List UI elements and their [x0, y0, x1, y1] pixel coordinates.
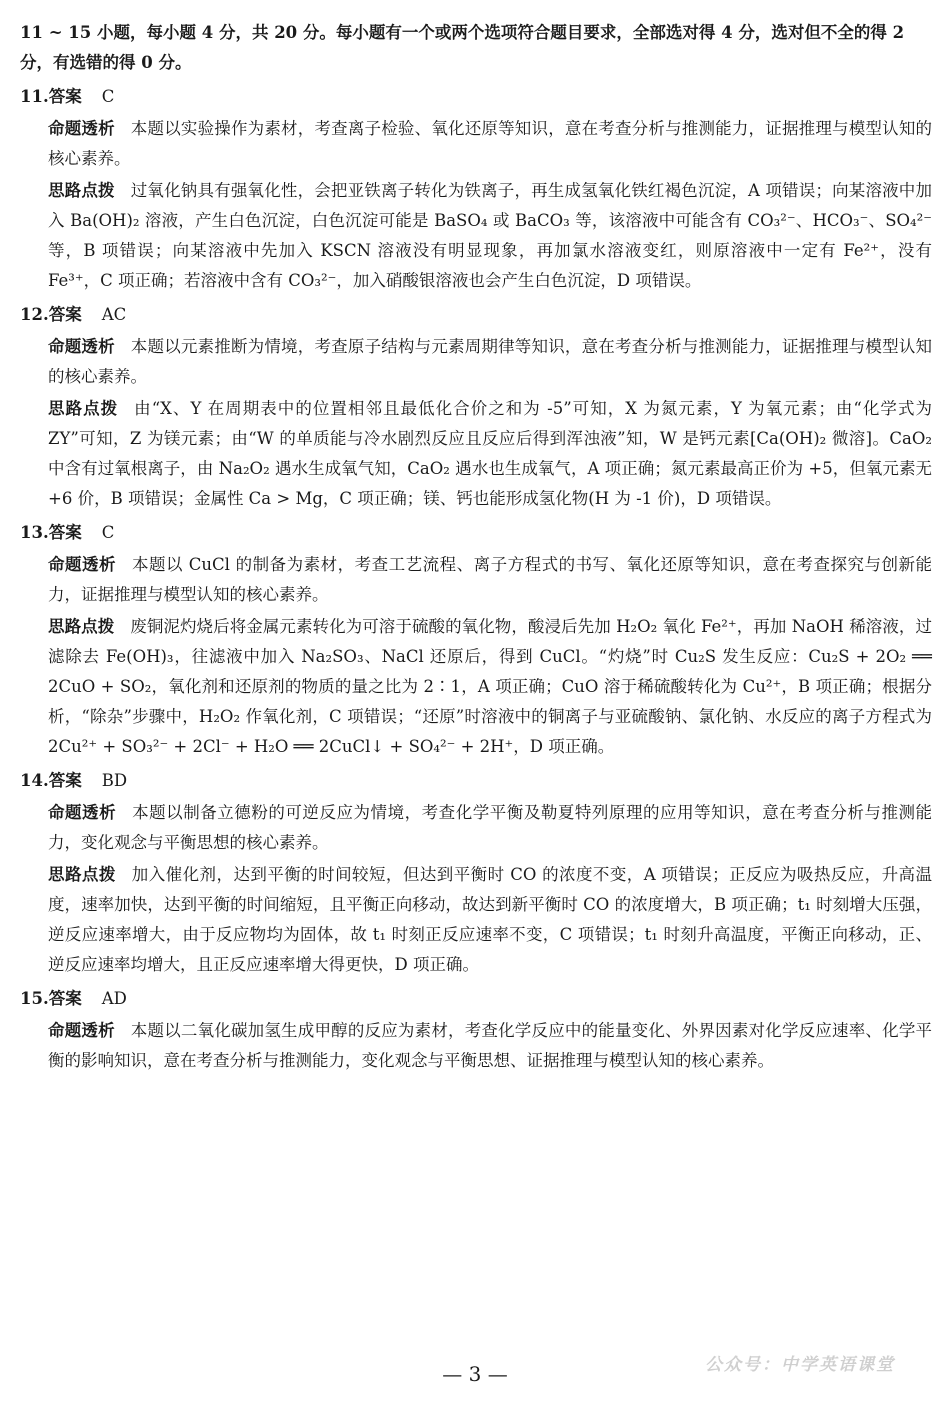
answer-label: 答案 [48, 989, 82, 1008]
hint-text: 由“X、Y 在周期表中的位置相邻且最低化合价之和为 -5”可知，X 为氮元素，Y 为氧元素；由“化学式为 ZY”可知，Z 为镁元素；由“W 的单质能与冷水剧烈反应且反应后得到浑浊液”知，W 是钙元素[Ca(OH)₂ 微溶]。CaO₂ 中含有过氧根离子，由 Na₂O₂ 遇水生成氧气知，CaO₂ 遇水也生成氧气，A 项正确；氮元素最高正价为 +5，但氧元素无 +6 价，B 项错误；金属性 Ca > Mg，C 项正确；镁、钙也能形成氢化物(H 为 -1 价)，D 项错误。 [48, 399, 933, 508]
hint-label: 思路点拨 [48, 181, 115, 200]
answer-label: 答案 [48, 87, 82, 106]
page-number: — 3 — [442, 1362, 508, 1386]
question-list [20, 82, 932, 1076]
hint-paragraph [48, 612, 932, 762]
intent-label: 命题透析 [48, 555, 116, 574]
hint-paragraph [48, 860, 932, 980]
hint-text: 废铜泥灼烧后将金属元素转化为可溶于硫酸的氧化物，酸浸后先加 H₂O₂ 氧化 Fe²⁺，再加 NaOH 稀溶液，过滤除去 Fe(OH)₃，往滤液中加入 Na₂SO₃、NaCl 还原后，得到 CuCl。“灼烧”时 Cu₂S 发生反应：Cu₂S + 2O₂ ══ 2CuO + SO₂，氧化剂和还原剂的物质的量之比为 2∶1，A 项正确；CuO 溶于稀硫酸转化为 Cu²⁺，B 项正确；根据分析，“除杂”步骤中，H₂O₂ 作氧化剂，C 项错误；“还原”时溶液中的铜离子与亚硫酸钠、氯化钠、水反应的离子方程式为 2Cu²⁺ + SO₃²⁻ + 2Cl⁻ + H₂O ══ 2CuCl↓ + SO₄²⁻ + 2H⁺，D 项正确。 [48, 617, 932, 756]
answer-line [20, 82, 932, 112]
question-number: 12. [20, 305, 49, 324]
answer-line [20, 518, 932, 548]
intent-paragraph [48, 114, 932, 174]
hint-text: 加入催化剂，达到平衡的时间较短，但达到平衡时 CO 的浓度不变，A 项错误；正反应为吸热反应，升高温度，速率加快，达到平衡的时间缩短，且平衡正向移动，故达到新平衡时 CO 的浓度增大，B 项正确；t₁ 时刻增大压强，逆反应速率增大，由于反应物均为固体，故 t₁ 时刻正反应速率不变，C 项错误；t₁ 时刻升高温度，平衡正向移动，正、逆反应速率均增大，且正反应速率增大得更快，D 项正确。 [48, 865, 932, 974]
answer-value: C [101, 87, 115, 106]
question-block [20, 300, 932, 514]
answer-value: C [101, 523, 115, 542]
question-number: 11. [20, 87, 49, 106]
answer-line [20, 766, 932, 796]
intent-text: 本题以 CuCl 的制备为素材，考查工艺流程、离子方程式的书写、氧化还原等知识，意在考查探究与创新能力，证据推理与模型认知的核心素养。 [48, 555, 932, 604]
answer-label: 答案 [48, 771, 82, 790]
question-block [20, 766, 932, 980]
answer-value: AC [101, 305, 127, 324]
intent-label: 命题透析 [48, 803, 117, 822]
intent-text: 本题以制备立德粉的可逆反应为情境，考查化学平衡及勒夏特列原理的应用等知识，意在考查分析与推测能力，变化观念与平衡思想的核心素养。 [48, 803, 933, 852]
hint-paragraph [48, 176, 932, 296]
intent-text: 本题以二氧化碳加氢生成甲醇的反应为素材，考查化学反应中的能量变化、外界因素对化学反应速率、化学平衡的影响知识，意在考查分析与推测能力，变化观念与平衡思想、证据推理与模型认知的核心素养。 [48, 1021, 933, 1070]
hint-label: 思路点拨 [48, 399, 119, 418]
intent-paragraph [48, 798, 932, 858]
hint-label: 思路点拨 [48, 617, 115, 636]
intent-label: 命题透析 [48, 337, 115, 356]
question-block [20, 82, 932, 296]
hint-label: 思路点拨 [48, 865, 116, 884]
intent-paragraph [48, 550, 932, 610]
question-block [20, 984, 932, 1076]
intent-paragraph [48, 332, 932, 392]
answer-label: 答案 [48, 305, 82, 324]
question-number: 13. [20, 523, 49, 542]
answer-line [20, 300, 932, 330]
hint-paragraph [48, 394, 932, 514]
answer-value: AD [101, 989, 127, 1008]
watermark-text: 公众号：中学英语课堂 [705, 1355, 895, 1375]
intent-label: 命题透析 [48, 119, 115, 138]
question-block [20, 518, 932, 762]
section-intro: 11 ~ 15 小题，每小题 4 分，共 20 分。每小题有一个或两个选项符合题目要求，全部选对得 4 分，选对但不全的得 2 分，有选错的得 0 分。 [20, 23, 905, 72]
answer-value: BD [101, 771, 128, 790]
answer-key-page [20, 18, 932, 1076]
intent-text: 本题以元素推断为情境，考查原子结构与元素周期律等知识，意在考查分析与推测能力，证据推理与模型认知的核心素养。 [48, 337, 933, 386]
hint-text: 过氧化钠具有强氧化性，会把亚铁离子转化为铁离子，再生成氢氧化铁红褐色沉淀，A 项错误；向某溶液中加入 Ba(OH)₂ 溶液，产生白色沉淀，白色沉淀可能是 BaSO₄ 或 BaCO₃ 等，该溶液中可能含有 CO₃²⁻、HCO₃⁻、SO₄²⁻ 等，B 项错误；向某溶液中先加入 KSCN 溶液没有明显现象，再加氯水溶液变红，则原溶液中一定有 Fe²⁺，没有 Fe³⁺，C 项正确；若溶液中含有 CO₃²⁻，加入硝酸银溶液也会产生白色沉淀，D 项错误。 [48, 181, 932, 290]
intent-paragraph [48, 1016, 932, 1076]
answer-line [20, 984, 932, 1014]
intent-label: 命题透析 [48, 1021, 115, 1040]
answer-label: 答案 [48, 523, 82, 542]
question-number: 14. [20, 771, 49, 790]
intent-text: 本题以实验操作为素材，考查离子检验、氧化还原等知识，意在考查分析与推测能力，证据推理与模型认知的核心素养。 [48, 119, 933, 168]
question-number: 15. [20, 989, 49, 1008]
